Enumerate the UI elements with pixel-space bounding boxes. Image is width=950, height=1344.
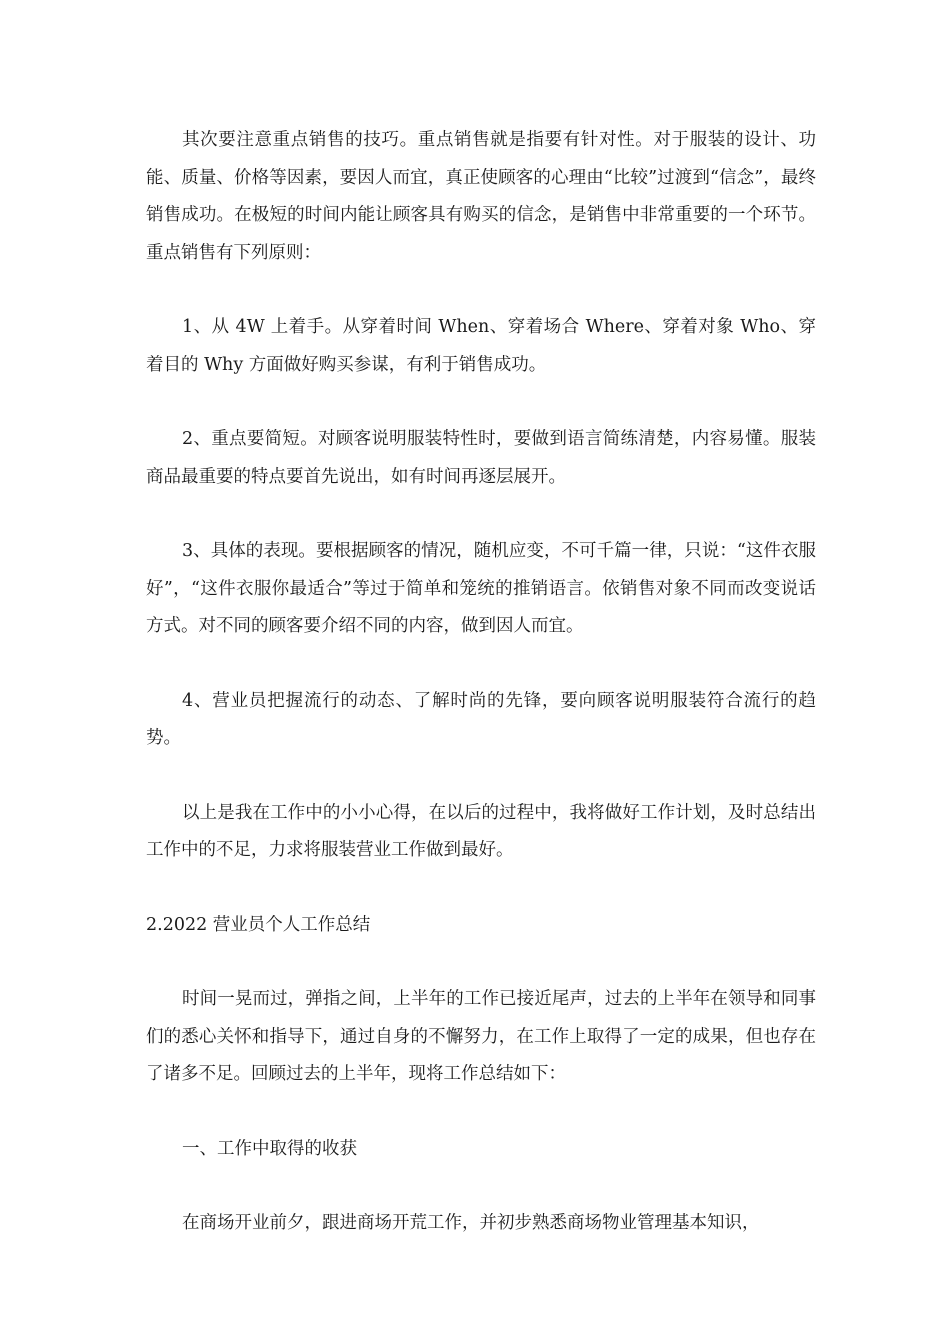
paragraph-intro: 时间一晃而过，弹指之间，上半年的工作已接近尾声，过去的上半年在领导和同事们的悉心关怀和指导下，通过自身的不懈努力，在工作上取得了一定的成果，但也存在了诸多不足。回顾过去的上半年，现将工作总结如下： bbox=[146, 989, 816, 1084]
paragraph-principle-1: 1、从 4W 上着手。从穿着时间 When、穿着场合 Where、穿着对象 Who、穿着目的 Why 方面做好购买参谋，有利于销售成功。 bbox=[146, 317, 816, 375]
section-heading: 2.2022 营业员个人工作总结 bbox=[146, 914, 371, 935]
paragraph-sales-skills: 其次要注意重点销售的技巧。重点销售就是指要有针对性。对于服装的设计、功能、质量、价格等因素，要因人而宜，真正使顾客的心理由“比较”过渡到“信念”，最终销售成功。在极短的时间内能让顾客具有购买的信念，是销售中非常重要的一个环节。重点销售有下列原则： bbox=[146, 130, 816, 263]
paragraph-body: 在商场开业前夕，跟进商场开荒工作，并初步熟悉商场物业管理基本知识， bbox=[182, 1213, 760, 1233]
paragraph-principle-2: 2、重点要简短。对顾客说明服装特性时，要做到语言简练清楚，内容易懂。服装商品最重要的特点要首先说出，如有时间再逐层展开。 bbox=[146, 429, 816, 487]
paragraph-conclusion: 以上是我在工作中的小小心得，在以后的过程中，我将做好工作计划，及时总结出工作中的不足，力求将服装营业工作做到最好。 bbox=[146, 802, 816, 860]
paragraph-principle-4: 4、营业员把握流行的动态、了解时尚的先锋，要向顾客说明服装符合流行的趋势。 bbox=[146, 690, 816, 748]
paragraph-principle-3: 3、具体的表现。要根据顾客的情况，随机应变，不可千篇一律，只说：“这件衣服好”，“这件衣服你最适合”等过于简单和笼统的推销语言。依销售对象不同而改变说话方式。对不同的顾客要介绍不同的内容，做到因人而宜。 bbox=[146, 541, 816, 636]
document-page bbox=[146, 122, 816, 1243]
subsection-heading: 一、工作中取得的收获 bbox=[182, 1138, 357, 1159]
